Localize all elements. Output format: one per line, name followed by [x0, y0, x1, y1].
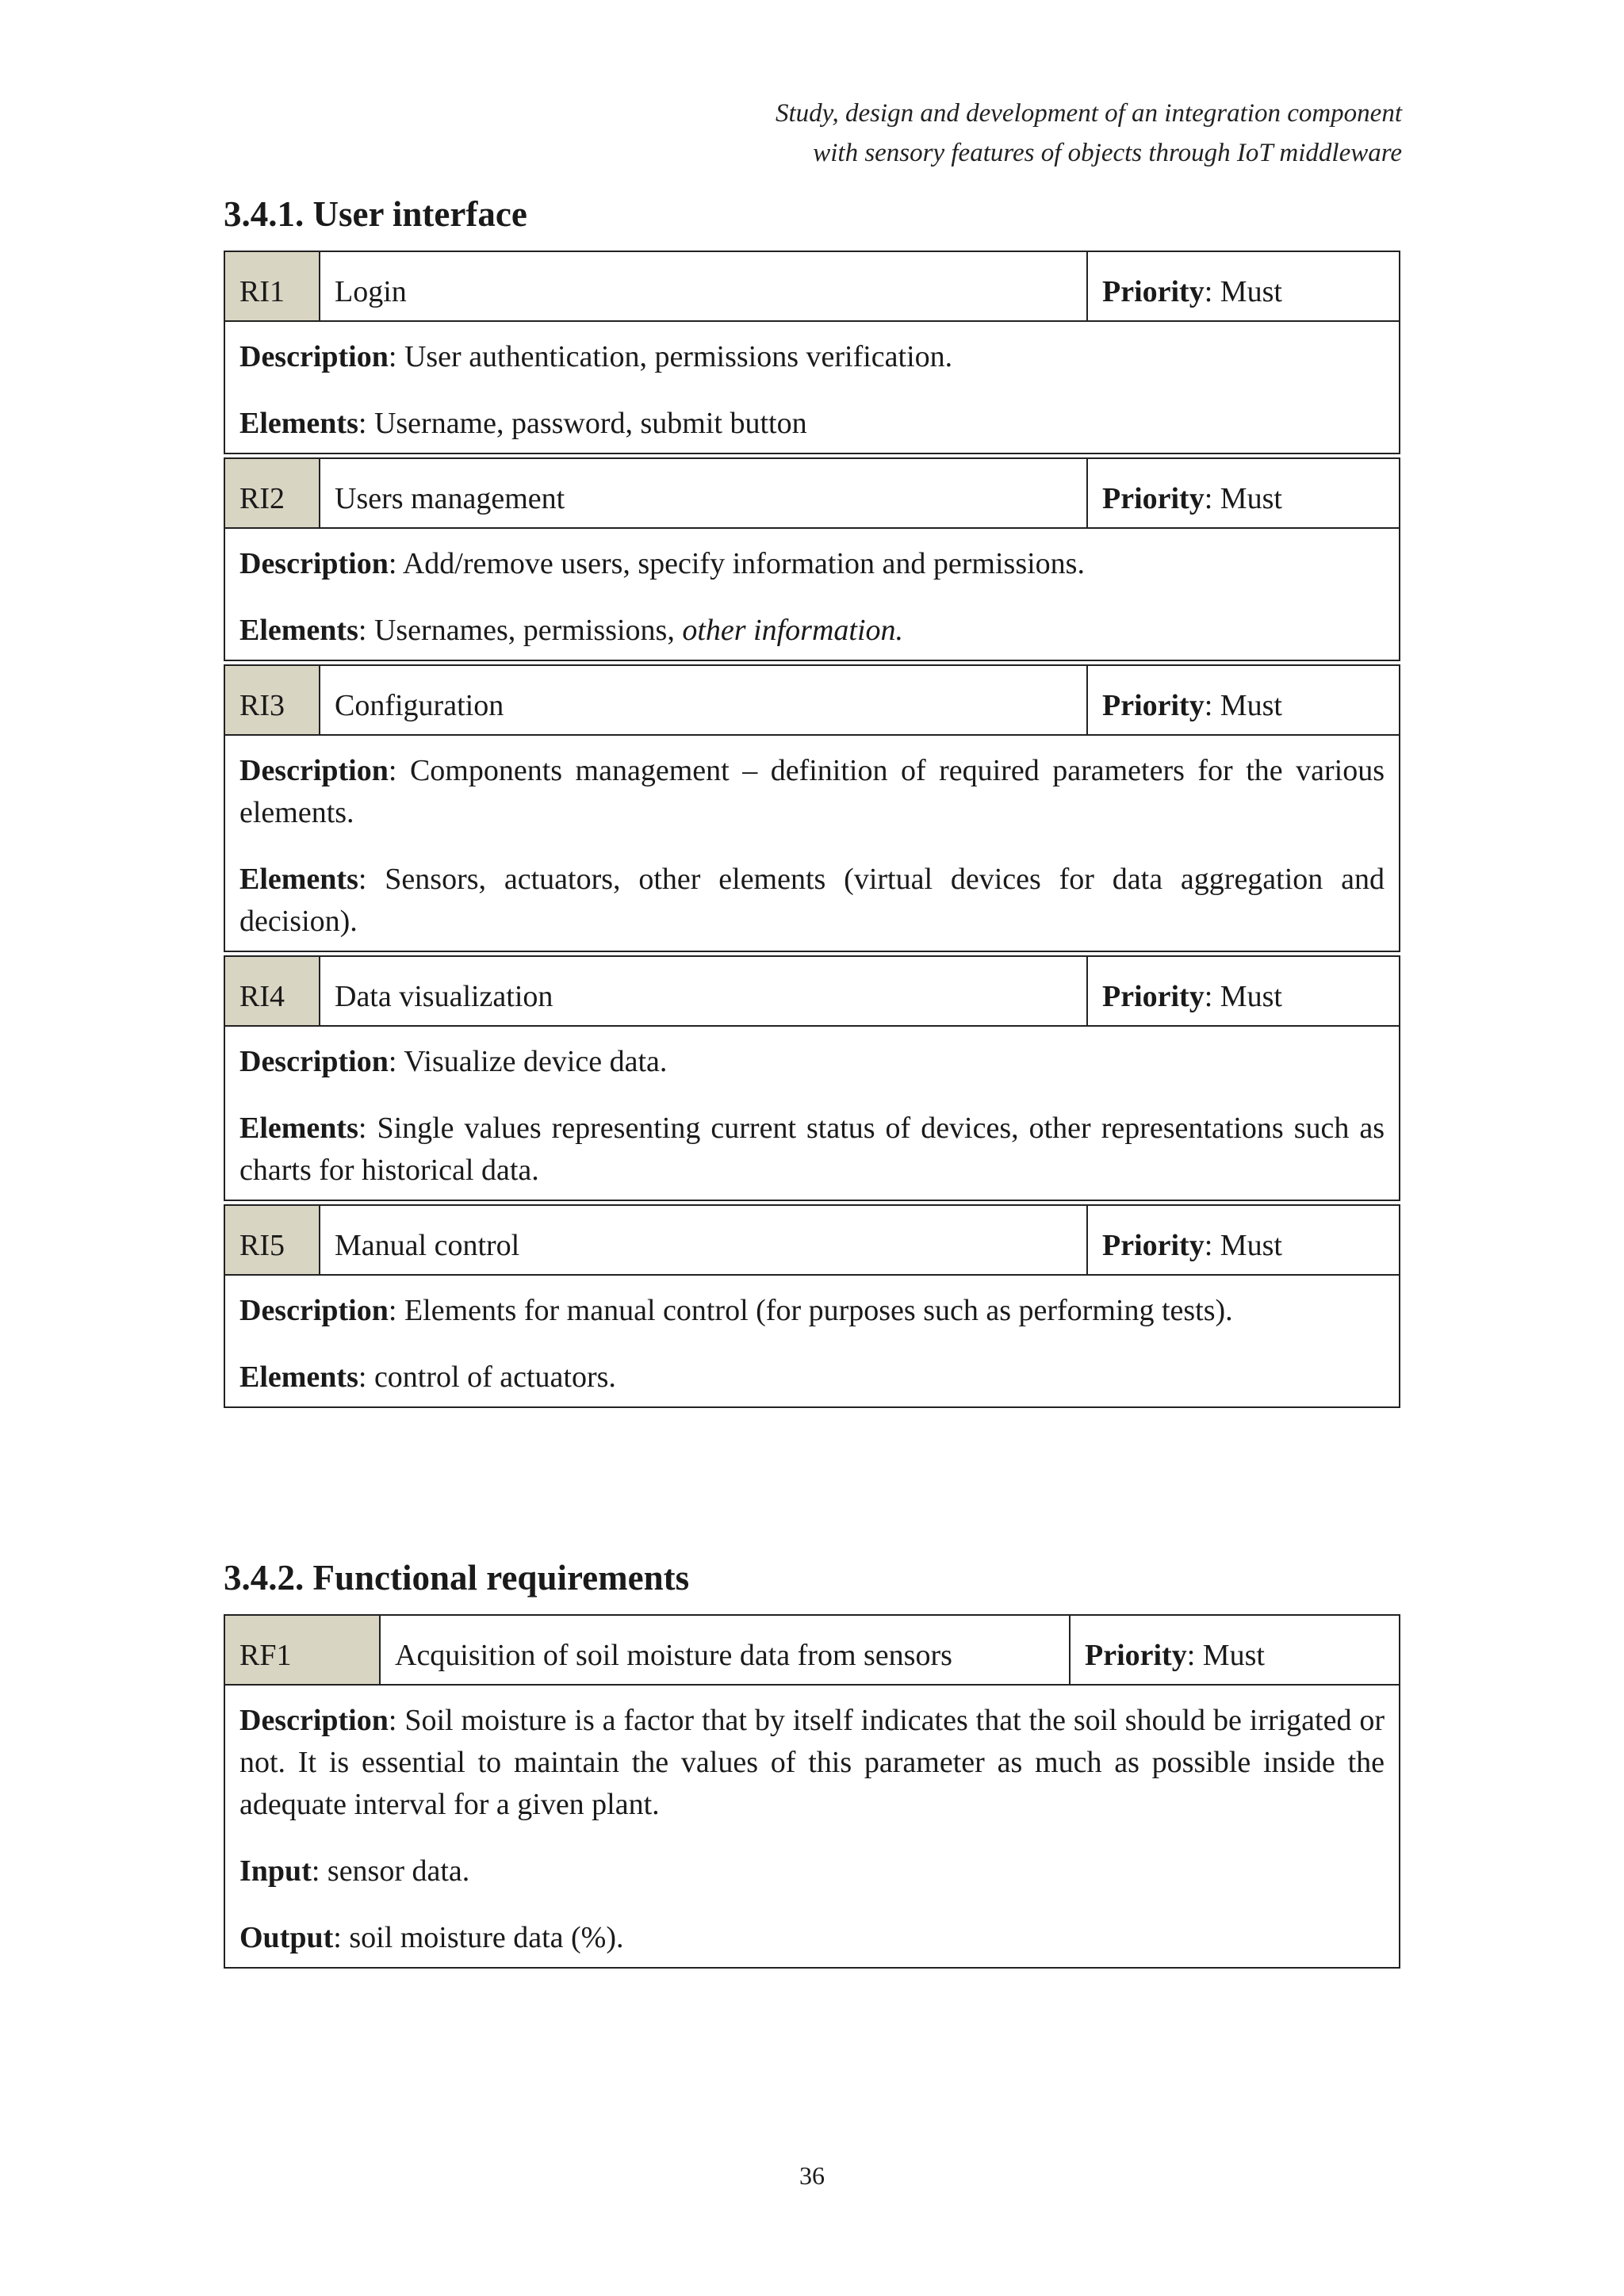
requirement-priority: Priority : Must — [1085, 1639, 1265, 1672]
requirement-description: Description: Visualize device data. — [239, 1045, 668, 1078]
requirement-priority: Priority : Must — [1102, 1229, 1282, 1262]
requirement-elements: Elements: Sensors, actuators, other elements (virtual devices for data aggregation and decision). — [239, 863, 1385, 938]
elements-text-italic: other information. — [682, 614, 904, 647]
requirement-ri2 — [224, 457, 1400, 661]
requirement-elements: Elements: Usernames, permissions, other information. — [239, 614, 904, 647]
elements-label: Elements — [239, 863, 358, 896]
requirement-id: RI4 — [225, 957, 320, 1025]
priority-value: Must — [1220, 1229, 1282, 1262]
requirement-header — [225, 252, 1399, 322]
requirement-body — [225, 736, 1399, 951]
requirement-output: Output: soil moisture data (%). — [239, 1921, 624, 1954]
description-label: Description — [239, 547, 389, 580]
requirement-id: RF1 — [225, 1616, 381, 1684]
page-number: 36 — [799, 2161, 825, 2190]
elements-text: Username, password, submit button — [373, 407, 807, 440]
elements-text: Sensors, actuators, other elements (virtual devices for data aggregation and decision). — [239, 863, 1385, 938]
description-text: Components management – definition of required parameters for the various elements. — [239, 754, 1385, 829]
description-text: Visualize device data. — [404, 1045, 668, 1078]
priority-value: Must — [1220, 689, 1282, 722]
requirement-body — [225, 1276, 1399, 1406]
priority-label: Priority — [1102, 980, 1205, 1013]
description-label: Description — [239, 1294, 389, 1327]
requirement-description: Description: Soil moisture is a factor that by itself indicates that the soil should be irrigated or not. It is essential to maintain the values of this parameter as much as possible inside the adequate interval for a given plant. — [239, 1704, 1385, 1821]
requirement-elements: Elements: control of actuators. — [239, 1360, 616, 1394]
section-heading-functional-requirements: 3.4.2. Functional requirements — [224, 1558, 690, 1598]
priority-value: Must — [1220, 275, 1282, 308]
requirement-ri5 — [224, 1204, 1400, 1408]
running-header-line-1: Study, design and development of an integration component — [775, 99, 1402, 128]
requirement-title: Users management — [320, 459, 1088, 527]
priority-value: Must — [1220, 980, 1282, 1013]
ui-requirements-list — [224, 251, 1400, 1411]
priority-label: Priority — [1102, 482, 1205, 515]
requirement-id: RI2 — [225, 459, 320, 527]
requirement-description: Description: Elements for manual control (for purposes such as performing tests). — [239, 1294, 1233, 1327]
requirement-rf1 — [224, 1614, 1400, 1969]
requirement-title: Login — [320, 252, 1088, 320]
priority-label: Priority — [1102, 275, 1205, 308]
elements-label: Elements — [239, 1360, 358, 1394]
requirement-header — [225, 1206, 1399, 1276]
description-label: Description — [239, 1704, 389, 1737]
running-header — [688, 94, 1402, 173]
description-text: Elements for manual control (for purposes such as performing tests). — [404, 1294, 1233, 1327]
requirement-body — [225, 1027, 1399, 1200]
requirement-body — [225, 322, 1399, 453]
priority-value: Must — [1220, 482, 1282, 515]
priority-label: Priority — [1102, 1229, 1205, 1262]
priority-label: Priority — [1102, 689, 1205, 722]
running-header-line-2: with sensory features of objects through IoT middleware — [813, 139, 1402, 167]
requirement-title: Data visualization — [320, 957, 1088, 1025]
requirement-priority: Priority : Must — [1102, 980, 1282, 1013]
requirement-priority: Priority : Must — [1102, 482, 1282, 515]
input-label: Input — [239, 1854, 312, 1888]
requirement-elements: Elements: Username, password, submit button — [239, 407, 807, 440]
elements-label: Elements — [239, 1112, 358, 1145]
requirement-elements: Elements: Single values representing current status of devices, other representations such as charts for historical data. — [239, 1112, 1385, 1187]
requirement-ri1 — [224, 251, 1400, 454]
output-text: soil moisture data (%). — [349, 1921, 624, 1954]
requirement-title: Acquisition of soil moisture data from sensors — [381, 1616, 1071, 1684]
requirement-body — [225, 529, 1399, 660]
requirement-header — [225, 666, 1399, 736]
requirement-priority: Priority : Must — [1102, 689, 1282, 722]
requirement-header — [225, 1616, 1399, 1686]
elements-label: Elements — [239, 614, 358, 647]
requirement-title: Configuration — [320, 666, 1088, 734]
description-text: Soil moisture is a factor that by itself indicates that the soil should be irrigated or not. It is essential to maintain the values of this parameter as much as possible inside the adequate interval for a given plant. — [239, 1704, 1385, 1821]
description-label: Description — [239, 340, 389, 373]
requirement-body — [225, 1686, 1399, 1967]
description-text: User authentication, permissions verification. — [404, 340, 953, 373]
requirement-priority: Priority : Must — [1102, 275, 1282, 308]
requirement-id: RI1 — [225, 252, 320, 320]
requirement-id: RI5 — [225, 1206, 320, 1274]
requirement-header — [225, 957, 1399, 1027]
priority-value: Must — [1202, 1639, 1265, 1672]
requirement-title: Manual control — [320, 1206, 1088, 1274]
requirement-description: Description: Components management – definition of required parameters for the various elements. — [239, 754, 1385, 829]
elements-text: Usernames, permissions, — [373, 614, 683, 647]
requirement-ri3 — [224, 664, 1400, 952]
priority-label: Priority — [1085, 1639, 1187, 1672]
requirement-input: Input: sensor data. — [239, 1854, 470, 1888]
requirement-ri4 — [224, 955, 1400, 1201]
elements-text: control of actuators. — [373, 1360, 616, 1394]
description-text: Add/remove users, specify information and permissions. — [402, 547, 1085, 580]
requirement-id: RI3 — [225, 666, 320, 734]
requirement-description: Description: User authentication, permissions verification. — [239, 340, 953, 373]
section-heading-user-interface: 3.4.1. User interface — [224, 194, 527, 234]
elements-label: Elements — [239, 407, 358, 440]
description-label: Description — [239, 754, 389, 787]
input-text: sensor data. — [327, 1854, 470, 1888]
requirement-header — [225, 459, 1399, 529]
functional-requirements-list — [224, 1614, 1400, 1972]
output-label: Output — [239, 1921, 334, 1954]
description-label: Description — [239, 1045, 389, 1078]
elements-text: Single values representing current status of devices, other representations such as charts for historical data. — [239, 1112, 1385, 1187]
requirement-description: Description: Add/remove users, specify information and permissions. — [239, 547, 1085, 580]
